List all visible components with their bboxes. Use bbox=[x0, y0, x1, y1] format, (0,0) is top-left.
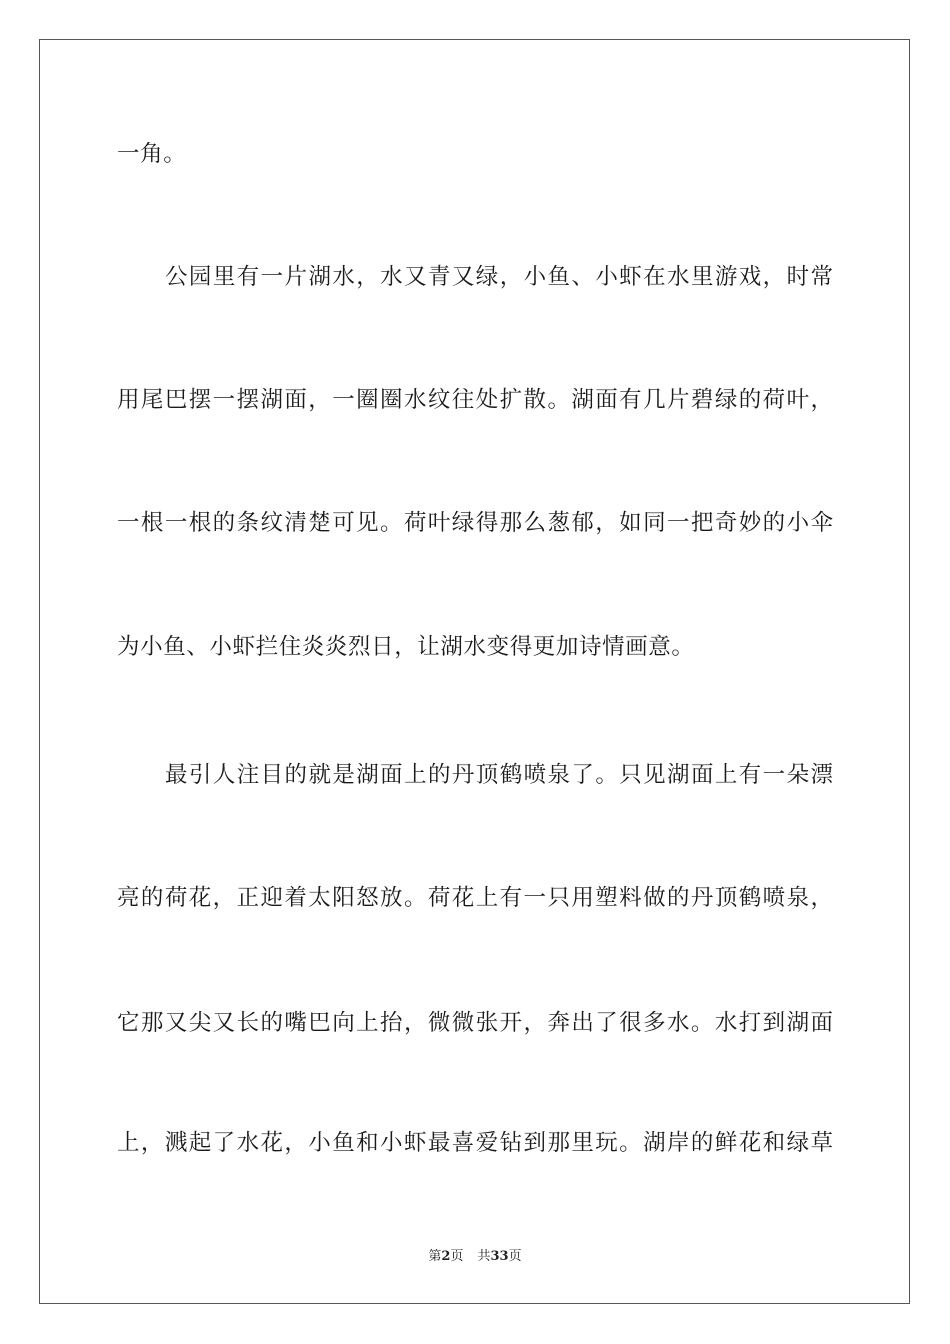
text-line-8: 它那又尖又长的嘴巴向上抬，微微张开，奔出了很多水。水打到湖面 bbox=[117, 1010, 833, 1036]
total-prefix: 共 bbox=[477, 1249, 491, 1264]
text-line-1: 一角。 bbox=[117, 141, 187, 167]
page-suffix: 页 bbox=[450, 1249, 464, 1264]
page-border bbox=[39, 39, 910, 1304]
text-line-7: 亮的荷花，正迎着太阳怒放。荷花上有一只用塑料做的丹顶鹤喷泉， bbox=[117, 885, 833, 911]
text-line-9: 上，溅起了水花，小鱼和小虾最喜爱钻到那里玩。湖岸的鲜花和绿草 bbox=[117, 1130, 833, 1156]
text-line-2: 公园里有一片湖水，水又青又绿，小鱼、小虾在水里游戏，时常 bbox=[165, 264, 833, 290]
total-pages: 33 bbox=[490, 1249, 509, 1264]
text-line-5: 为小鱼、小虾拦住炎炎烈日，让湖水变得更加诗情画意。 bbox=[117, 634, 695, 660]
text-line-4: 一根一根的条纹清楚可见。荷叶绿得那么葱郁，如同一把奇妙的小伞 bbox=[117, 510, 833, 536]
page-prefix: 第 bbox=[428, 1249, 442, 1264]
text-line-3: 用尾巴摆一摆湖面，一圈圈水纹往处扩散。湖面有几片碧绿的荷叶， bbox=[117, 387, 833, 413]
page-number: 2 bbox=[441, 1249, 451, 1264]
page-footer bbox=[0, 1248, 950, 1266]
text-line-6: 最引人注目的就是湖面上的丹顶鹤喷泉了。只见湖面上有一朵漂 bbox=[165, 762, 833, 788]
total-suffix: 页 bbox=[508, 1249, 522, 1264]
